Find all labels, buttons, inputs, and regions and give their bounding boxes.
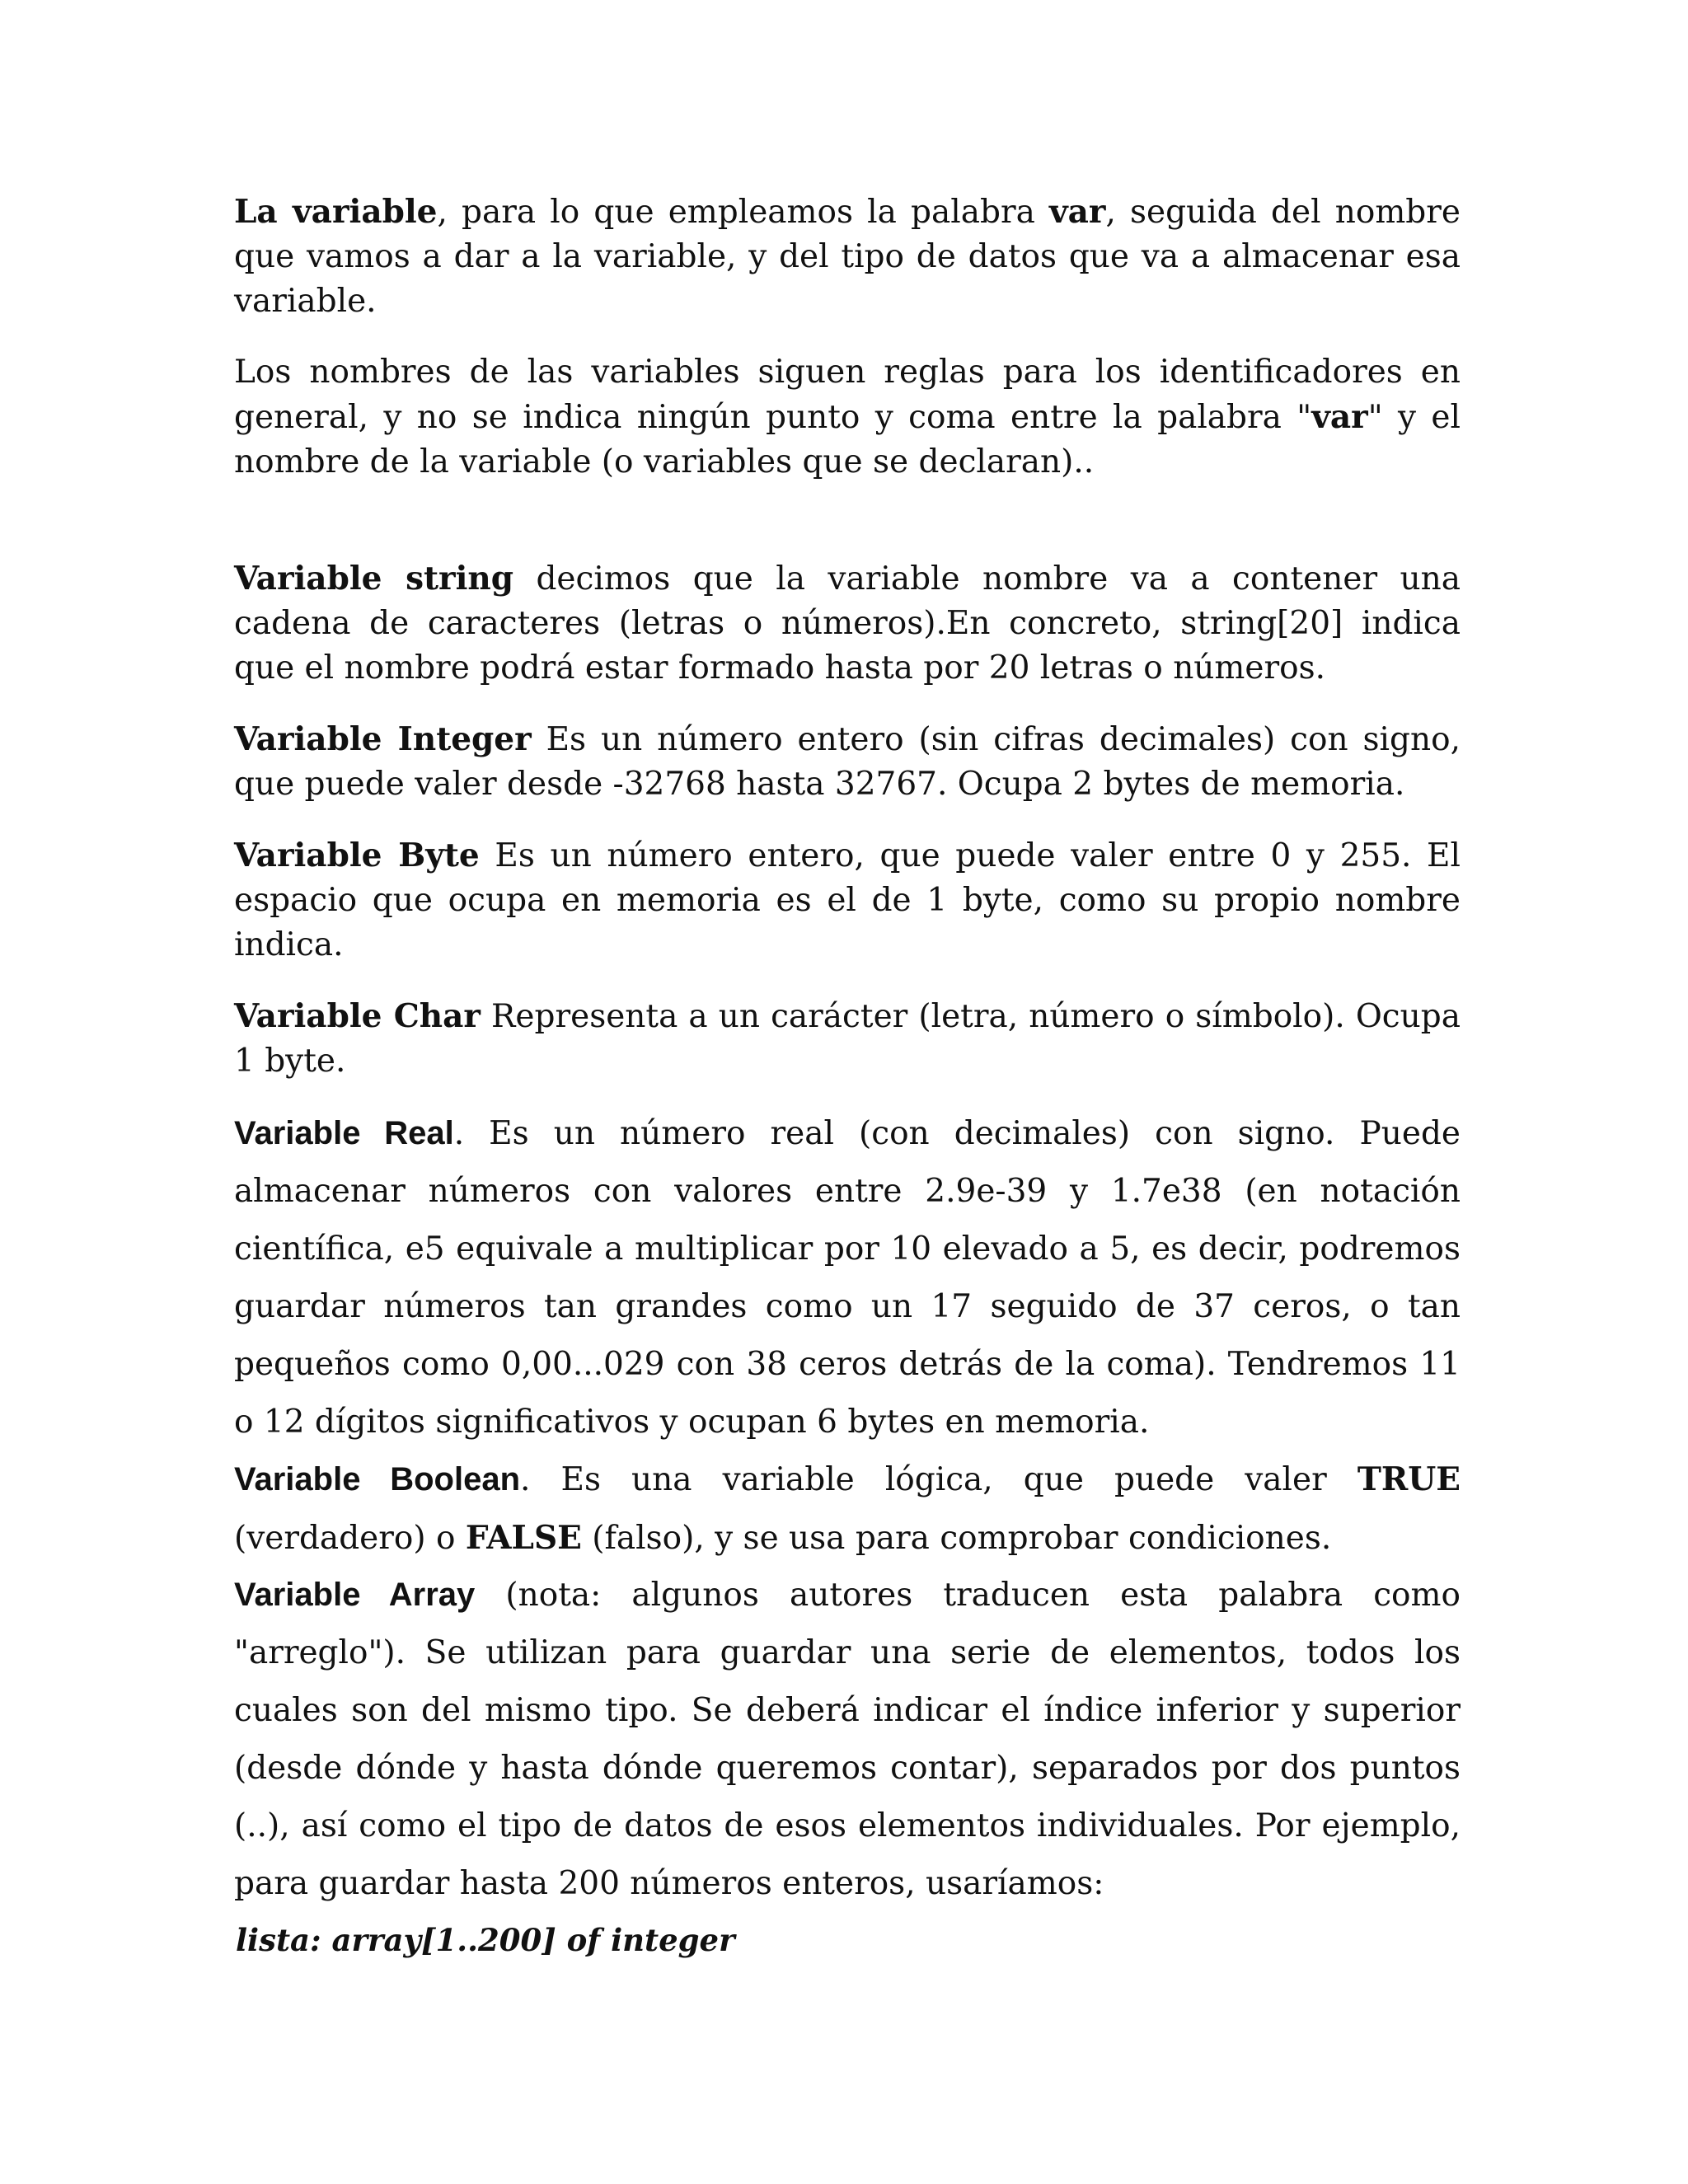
paragraph-variable-real <box>234 1104 1461 1451</box>
paragraph-text: , para lo que empleamos la palabra <box>437 194 1049 231</box>
paragraph-variable-string <box>234 556 1461 691</box>
paragraph-variable-array <box>234 1566 1461 1913</box>
paragraph-text: , seguida del nombre que vamos a dar a la variable, y del tipo de datos que va a almacenar esa variable. <box>234 194 1461 320</box>
keyword-var: var <box>1049 193 1106 231</box>
keyword-false: FALSE <box>465 1519 582 1557</box>
paragraph-variable-intro <box>234 190 1461 324</box>
paragraph-text: Es un número entero (sin cifras decimales) con signo, que puede valer desde -32768 hasta 32767. Ocupa 2 bytes de memoria. <box>234 721 1461 803</box>
term-variable-integer: Variable Integer <box>234 720 532 758</box>
term-variable-char: Variable Char <box>234 997 481 1035</box>
keyword-var: var <box>1311 398 1368 436</box>
paragraph-text: Es un número entero, que puede valer entre 0 y 255. El espacio que ocupa en memoria es el de 1 byte, como su propio nombre indica. <box>234 837 1461 963</box>
paragraph-variable-char <box>234 994 1461 1084</box>
paragraph-variable-byte <box>234 833 1461 968</box>
keyword-true: TRUE <box>1357 1460 1461 1498</box>
paragraph-variable-boolean <box>234 1451 1461 1568</box>
code-example: lista: array[1..200] of integer <box>236 1922 735 1958</box>
paragraph-variable-integer <box>234 717 1461 807</box>
term-variable-array: Variable Array <box>234 1577 476 1613</box>
paragraph-text: " y el nombre de la variable (o variables que se declaran).. <box>234 399 1461 480</box>
paragraph-text: Representa a un carácter (letra, número o símbolo). Ocupa 1 byte. <box>234 998 1461 1080</box>
paragraph-text: . Es una variable lógica, que puede valer <box>520 1461 1357 1498</box>
paragraph-text: decimos que la variable nombre va a contener una cadena de caracteres (letras o números).En concreto, string[20] indica que el nombre podrá estar formado hasta por 20 letras o números. <box>234 560 1461 687</box>
term-variable-real: Variable Real <box>234 1115 454 1151</box>
paragraph-text: (falso), y se usa para comprobar condiciones. <box>581 1520 1332 1557</box>
term-variable-string: Variable string <box>234 560 514 598</box>
paragraph-variable-names <box>234 350 1461 485</box>
paragraph-text: . Es un número real (con decimales) con signo. Puede almacenar números con valores entre 2.9e-39 y 1.7e38 (en notación científica, e5 equivale a multiplicar por 10 elevado a 5, es decir, podremos guardar números tan grandes como un 17 seguido de 37 ceros, o tan pequeños como 0,00...029 con 38 ceros detrás de la coma). Tendremos 11 o 12 dígitos significativos y ocupan 6 bytes en memoria. <box>234 1115 1461 1441</box>
paragraph-text: Los nombres de las variables siguen reglas para los identificadores en general, y no se indica ningún punto y coma entre la palabra " <box>234 354 1461 436</box>
term-variable-boolean: Variable Boolean <box>234 1461 521 1497</box>
term-variable-byte: Variable Byte <box>234 837 480 874</box>
paragraph-text: (verdadero) o <box>234 1520 466 1557</box>
term-la-variable: La variable <box>234 193 438 231</box>
paragraph-text: (nota: algunos autores traducen esta palabra como "arreglo"). Se utilizan para guardar una serie de elementos, todos los cuales son del mismo tipo. Se deberá indicar el índice inferior y superior (desde dónde y hasta dónde queremos contar), separados por dos puntos (..), así como el tipo de datos de esos elementos individuales. Por ejemplo, para guardar hasta 200 números enteros, usaríamos: <box>234 1577 1461 1902</box>
